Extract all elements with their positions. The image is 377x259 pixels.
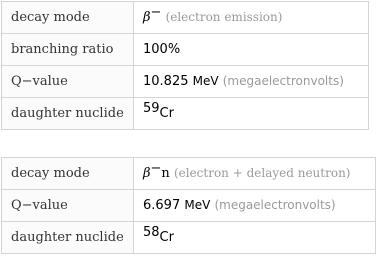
q-value-unit: MeV (192, 74, 219, 88)
q-value-unit: MeV (184, 198, 211, 212)
decay-mode-value (134, 158, 376, 190)
q-value-note: (megaelectronvolts) (222, 74, 344, 88)
row-label: decay mode (2, 2, 134, 34)
table-row (2, 222, 376, 254)
decay-mode-note: (electron emission) (165, 10, 283, 24)
element-symbol: Cr (159, 230, 174, 245)
table-row (2, 66, 369, 98)
table-row (2, 34, 369, 66)
table-row (2, 98, 369, 130)
branching-ratio-value (134, 34, 369, 66)
decay-mode-note: (electron + delayed neutron) (173, 166, 351, 180)
q-value (134, 190, 376, 222)
row-label: branching ratio (2, 34, 134, 66)
daughter-nuclide-value (134, 98, 369, 130)
beta-superscript: − (150, 161, 162, 176)
row-label: decay mode (2, 158, 134, 190)
mass-number: 58 (143, 225, 160, 240)
mass-number: 59 (143, 101, 160, 116)
neutron-symbol: n (161, 166, 170, 181)
row-label: Q−value (2, 66, 134, 98)
q-value-number: 6.697 (143, 198, 181, 213)
beta-superscript: − (150, 5, 162, 20)
table-row (2, 190, 376, 222)
row-label: daughter nuclide (2, 222, 134, 254)
decay-mode-value (134, 2, 369, 34)
beta-symbol: β (143, 10, 151, 25)
row-label: Q−value (2, 190, 134, 222)
row-label: daughter nuclide (2, 98, 134, 130)
table-row (2, 158, 376, 190)
q-value-number: 10.825 (143, 74, 189, 89)
element-symbol: Cr (159, 106, 174, 121)
daughter-nuclide-value (134, 222, 376, 254)
beta-symbol: β (143, 166, 151, 181)
table-row (2, 2, 369, 34)
q-value (134, 66, 369, 98)
decay-table-2 (1, 157, 376, 254)
q-value-note: (megaelectronvolts) (214, 198, 336, 212)
decay-table-1 (1, 1, 369, 130)
branching-ratio-number: 100% (143, 42, 181, 57)
